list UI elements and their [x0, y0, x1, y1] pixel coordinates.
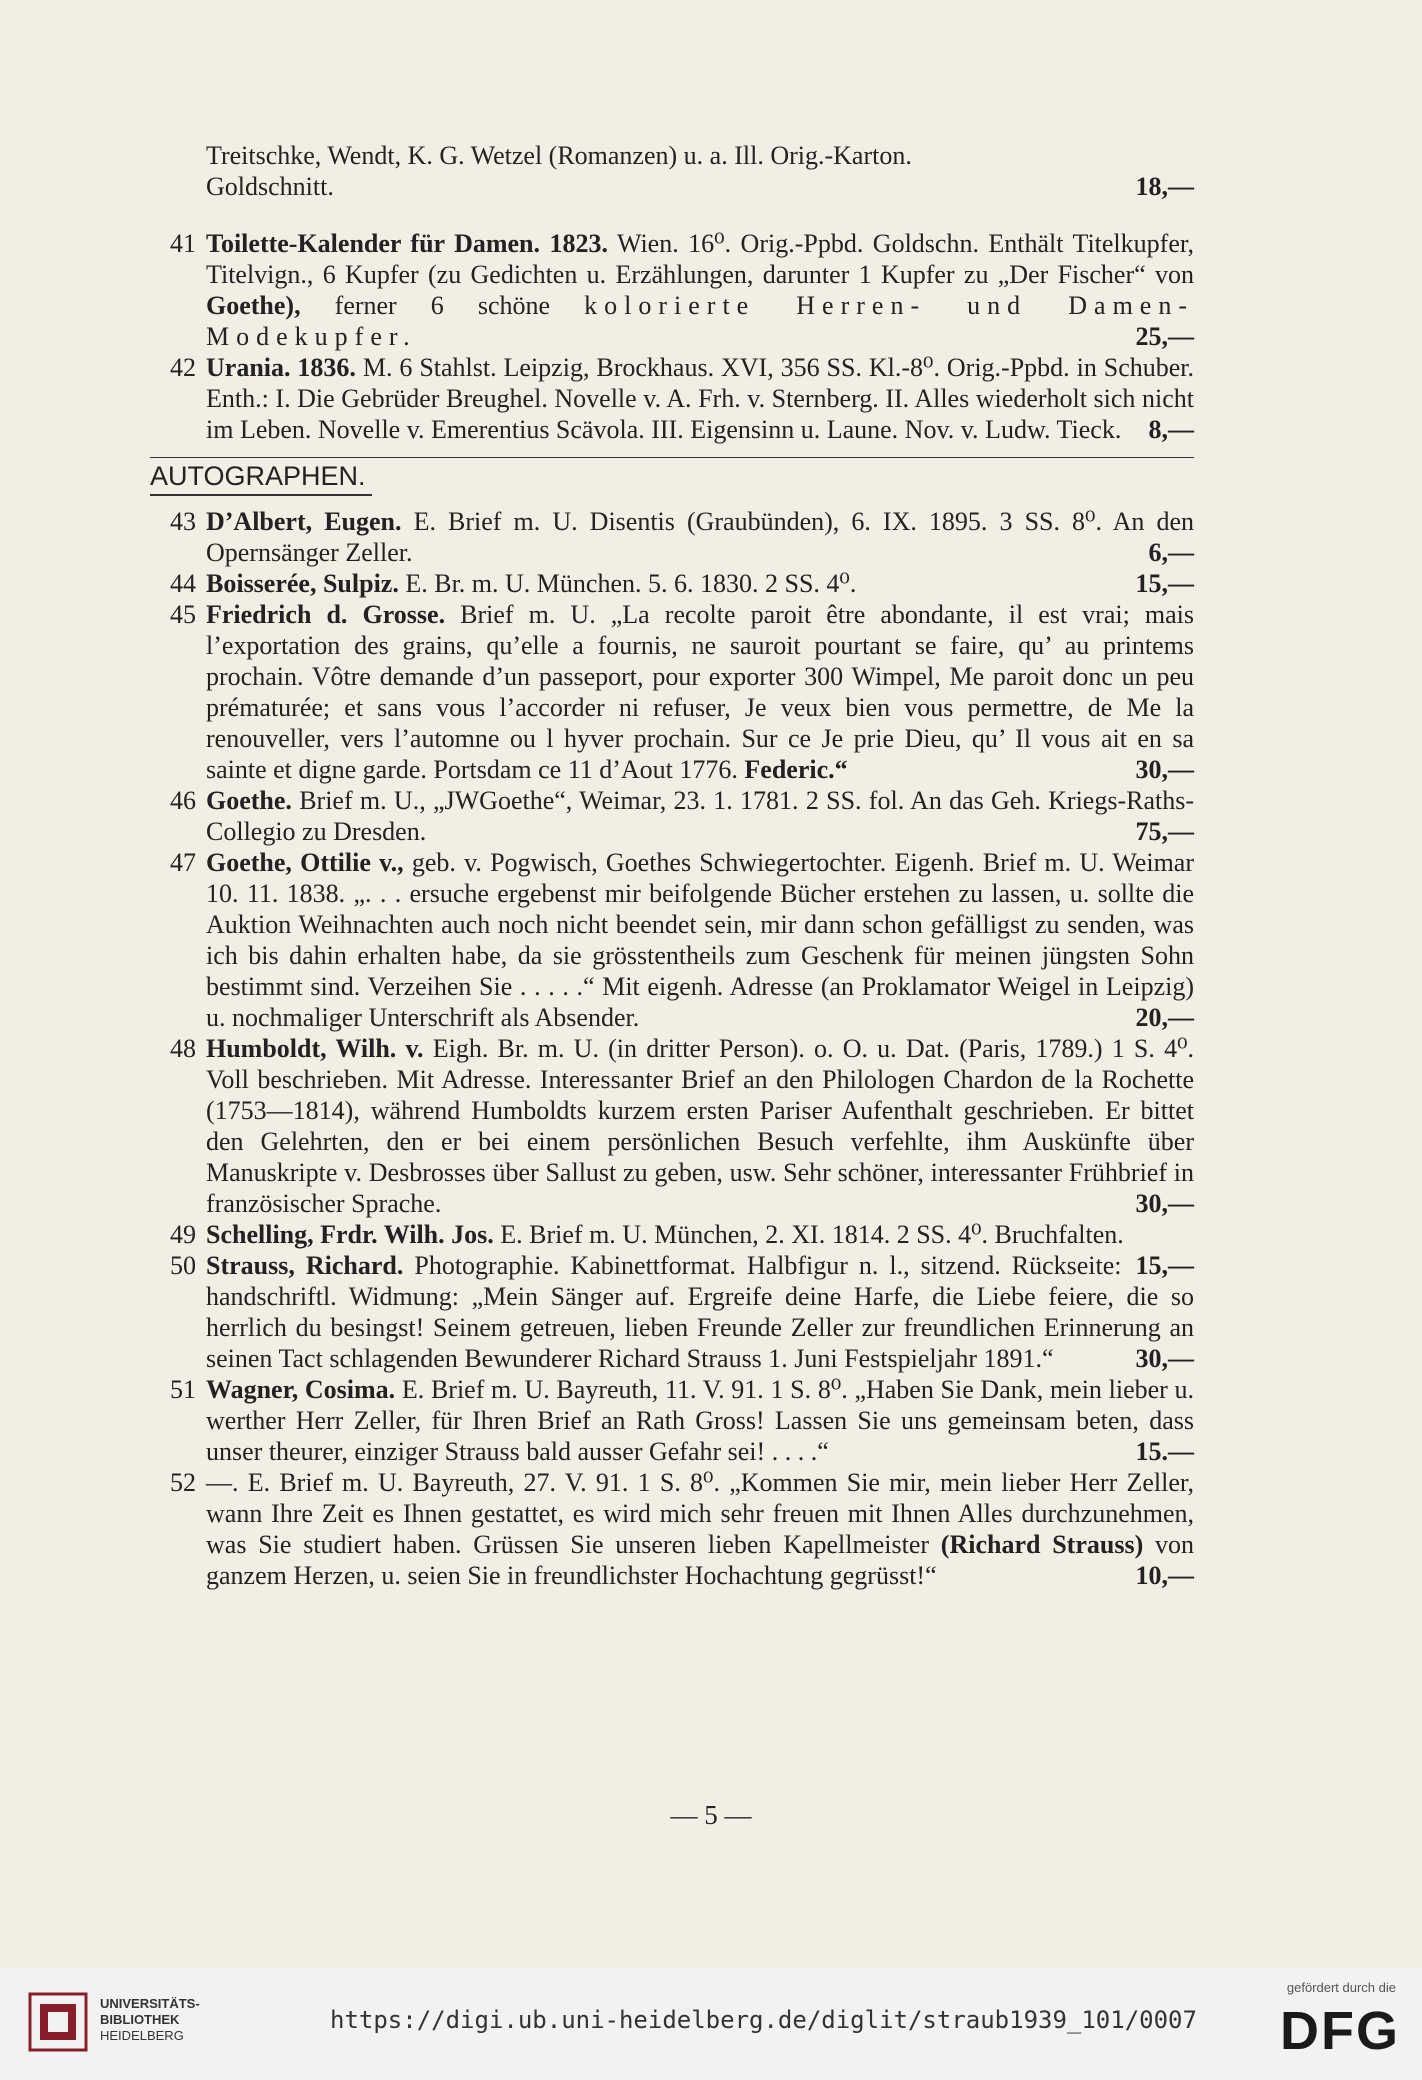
entry-title: D’Albert, Eugen.: [206, 507, 402, 536]
entry-number: 45: [170, 600, 196, 629]
catalog-entry-45: [150, 599, 1194, 785]
entry-text: E. Brief m. U. München, 2. XI. 1814. 2 SS. 4⁰. Bruchfalten.: [493, 1220, 1124, 1249]
entry-text: —. E. Brief m. U. Bayreuth, 27. V. 91. 1 S. 8⁰. „Kommen Sie mir, mein lieber Herr Zeller, wann Ihre Zeit es Ihnen gestattet, es wird mich sehr freuen mit Ihnen Alles durchzunehmen, was Sie studiert haben. Grüssen Sie unseren lieben Kapellmeister: [206, 1468, 1194, 1559]
entry-title: Boisserée, Sulpiz.: [206, 569, 399, 598]
entry-title: Goethe, Ottilie v.,: [206, 848, 404, 877]
entry-text: Wien. 16⁰. Orig.-Ppbd. Goldschn. Enthält Titelkupfer, Titelvign., 6 Kupfer (zu Gedichten u. Erzählungen, darunter 1 Kupfer zu „Der Fischer“ von: [206, 229, 1194, 289]
entry-text: Brief m. U. „La recolte paroit être abondante, il est vrai; mais l’exportation des grains, qu’elle a fournis, ne sauroit pourtant se faire, qu’ au printems prochain. Vôtre demande d’un passeport, pour exporter 300 Wimpel, Me paroit donc un peu prématurée; et sans vous l’accorder ni refuser, Je veux bien vous permettre, de Me la renouveller, vers l’automne ou l hyver prochain. Sur ce Je prie Dieu, qu’ Il vous ait en sa sainte et digne garde. Portsdam ce 11 d’Aout 1776.: [206, 600, 1194, 784]
logo-line: UNIVERSITÄTS-: [100, 1996, 200, 2011]
entry-text: Photographie. Kabinettformat. Halbfigur n. l., sitzend. Rückseite: handschriftl. Widmung: „Mein Sänger auf. Ergreife deine Harfe, die Liebe feiere, die so herrlich du besingst! Seinem getreuen, lieben Freunde Zeller zur freundlichen Erinnerung an seinen Tact schlagenden Bewunderer Richard Strauss 1. Juni Festspieljahr 1891.“: [206, 1251, 1194, 1373]
price: 18,—: [1135, 172, 1194, 201]
entry-text: E. Br. m. U. München. 5. 6. 1830. 2 SS. 4⁰.: [398, 569, 857, 598]
entry-number: 47: [170, 848, 196, 877]
entry-spaced-text: kolorierte Herren- und Damen-Modekupfer.: [206, 291, 1194, 351]
logo-line: BIBLIOTHEK: [100, 2012, 180, 2027]
catalog-entry-47: [150, 847, 1194, 1033]
section-divider: [150, 457, 1194, 496]
entry-title: Schelling, Frdr. Wilh. Jos.: [206, 1220, 494, 1249]
entry-number: 50: [170, 1251, 196, 1280]
entry-number: 48: [170, 1034, 196, 1063]
catalog-entry-48: [150, 1033, 1194, 1219]
document-url-link[interactable]: https://digi.ub.uni-heidelberg.de/diglit/straub1939_101/0007: [330, 2006, 1197, 2034]
price: 10,—: [1135, 1561, 1194, 1590]
funding-caption: gefördert durch die: [1286, 1980, 1396, 1995]
catalog-entry-44: [150, 568, 1194, 599]
entry-number: 44: [170, 569, 196, 598]
entry-text: M. 6 Stahlst. Leipzig, Brockhaus. XVI, 356 SS. Kl.-8⁰. Orig.-Ppbd. in Schuber. Enth.: I. Die Gebrüder Breughel. Novelle v. A. Frh. v. Sternberg. II. Alles wiederholt sich nicht im Leben. Novelle v. Emerentius Scävola. III. Eigensinn u. Laune. Nov. v. Ludw. Tieck.: [206, 353, 1195, 444]
continuation-text: [150, 140, 1194, 202]
entry-text: Brief m. U., „JWGoethe“, Weimar, 23. 1. 1781. 2 SS. fol. An das Geh. Kriegs-Raths-Collegio zu Dresden.: [206, 786, 1194, 846]
viewer-footer: [0, 1968, 1422, 2080]
price: 75,—: [1135, 817, 1194, 846]
entry-title: Toilette-Kalender für Damen. 1823.: [206, 229, 608, 258]
price: 30,—: [1135, 755, 1194, 784]
price: 15,—: [1135, 569, 1194, 598]
page-number: — 5 —: [670, 1800, 752, 1830]
logo-text: [100, 1996, 200, 2044]
catalog-entry-42: [150, 352, 1194, 445]
continuation-line: Goldschnitt.: [206, 172, 334, 201]
entry-number: 41: [170, 229, 196, 258]
logo-line: HEIDELBERG: [100, 2028, 184, 2043]
price: 30,—: [1135, 1344, 1194, 1373]
catalog-entry-50: [150, 1250, 1194, 1374]
dfg-logo[interactable]: DFG: [1280, 2001, 1400, 2061]
catalog-entry-41: [150, 228, 1194, 352]
entry-title: Goethe.: [206, 786, 292, 815]
catalog-entry-43: [150, 506, 1194, 568]
entry-number: 52: [170, 1468, 196, 1497]
catalog-entry-52: [150, 1467, 1194, 1591]
page-content: [150, 114, 1194, 1591]
catalog-entry-46: [150, 785, 1194, 847]
library-seal-icon: [28, 1992, 88, 2052]
entry-title: Humboldt, Wilh. v.: [206, 1034, 424, 1063]
entry-text: von ganzem Herzen, u. seien Sie in freundlichster Hochachtung gegrüsst!“: [206, 1530, 1195, 1590]
entry-signature: Federic.“: [744, 755, 848, 784]
entry-title: Friedrich d. Grosse.: [206, 600, 446, 629]
price: 25,—: [1135, 322, 1194, 351]
university-library-logo[interactable]: [28, 1986, 198, 2062]
entry-number: 46: [170, 786, 196, 815]
price: 15.—: [1135, 1437, 1194, 1466]
entry-number: 42: [170, 353, 196, 382]
entry-number: 49: [170, 1220, 196, 1249]
section-title: AUTOGRAPHEN.: [150, 458, 372, 496]
entry-title: Urania. 1836.: [206, 353, 356, 382]
entry-text: geb. v. Pogwisch, Goethes Schwiegertochter. Eigenh. Brief m. U. Weimar 10. 11. 1838. „. . . ersuche ergebenst mir beifolgende Bücher erstehen zu lassen, u. sollte die Auktion Weihnachten auch noch nicht beendet sein, mir dann schon gefälligst zu senden, was ich bis dahin erhalten habe, da sie grösstentheils zum Geschenk für meinen jüngsten Sohn bestimmt sind. Verzeihen Sie . . . . .“ Mit eigenh. Adresse (an Proklamator Weigel in Leipzig) u. nochmaliger Unterschrift als Absender.: [206, 848, 1194, 1032]
entry-text: E. Brief m. U. Disentis (Graubünden), 6. IX. 1895. 3 SS. 8⁰. An den Opernsänger Zeller.: [206, 507, 1194, 567]
price: 30,—: [1135, 1189, 1194, 1218]
price: 15,—: [1135, 1251, 1194, 1280]
entry-title: Strauss, Richard.: [206, 1251, 404, 1280]
entry-title: Wagner, Cosima.: [206, 1375, 396, 1404]
entry-number: 43: [170, 507, 196, 536]
entry-text: ferner 6 schöne: [300, 291, 585, 320]
entry-text: Eigh. Br. m. U. (in dritter Person). o. O. u. Dat. (Paris, 1789.) 1 S. 4⁰. Voll beschrieben. Mit Adresse. Interessanter Brief an den Philologen Chardon de la Rochette (1753—1814), während Humboldts kurzem ersten Pariser Aufenthalt geschrieben. Er bittet den Gelehrten, den er bei einem persönlichen Besuch verfehlte, ihm Auskünfte über Manuskripte v. Desbrosses über Sallust zu geben, usw. Sehr schöner, interessanter Frühbrief in französischer Sprache.: [206, 1034, 1194, 1218]
price: 20,—: [1135, 1003, 1194, 1032]
continuation-line: Treitschke, Wendt, K. G. Wetzel (Romanzen) u. a. Ill. Orig.-Karton.: [206, 141, 912, 170]
entry-bold: Goethe),: [206, 291, 301, 320]
price: 8,—: [1148, 415, 1194, 444]
entry-bold: (Richard Strauss): [940, 1530, 1144, 1559]
catalog-entry-51: [150, 1374, 1194, 1467]
price: 6,—: [1148, 538, 1194, 567]
entry-text: E. Brief m. U. Bayreuth, 11. V. 91. 1 S. 8⁰. „Haben Sie Dank, mein lieber u. werther Herr Zeller, für Ihren Brief an Rath Gross! Lassen Sie uns gemeinsam beten, dass unser theurer, einziger Strauss bald ausser Gefahr sei! . . . .“: [206, 1375, 1194, 1466]
entry-number: 51: [170, 1375, 196, 1404]
